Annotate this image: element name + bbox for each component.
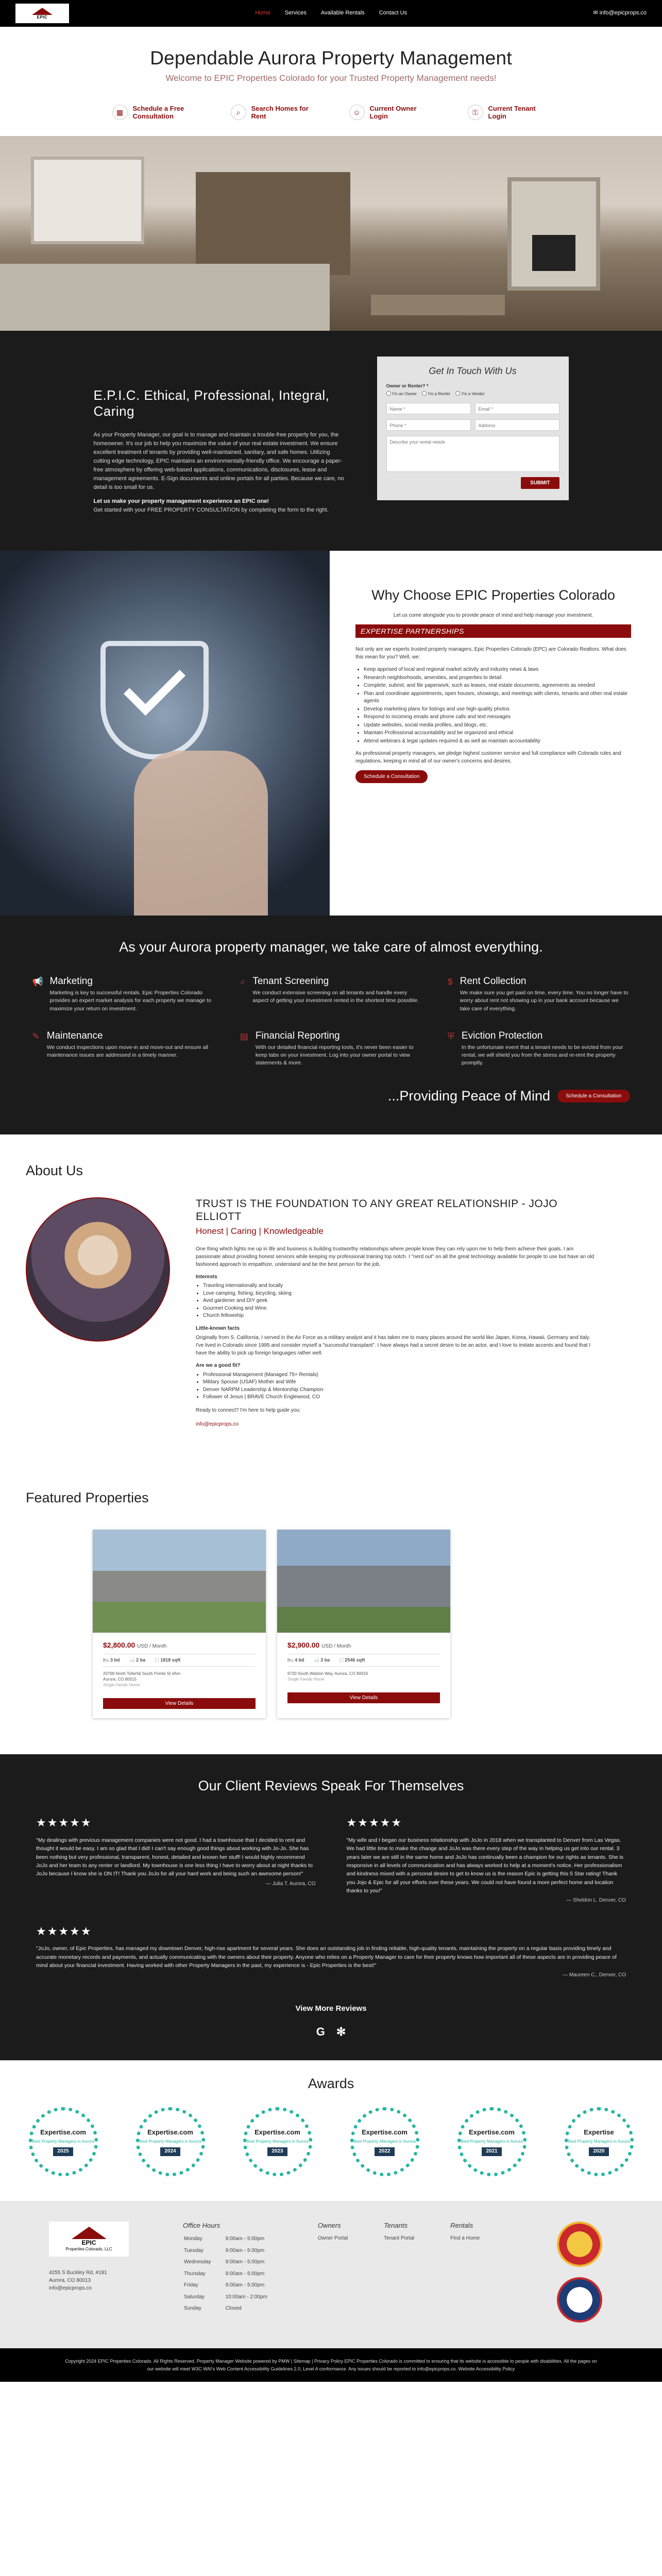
about-paragraph: One thing which lights me up in life and business is building trustworthy relationships where people know they can rely upon me to help them achieve their goals. I am passionate about providing honest services while keeping my professional training top notch. I "nerd out" on all the great technology available for people to use but have an old fashioned approach to empathize, understand and be the best person for the job. (196, 1246, 595, 1267)
about-section: About Us TRUST IS THE FOUNDATION TO ANY GREAT RELATIONSHIP - JOJO ELLIOTT Honest | Caring | Knowledgeable One thing which lights me up in life and business is building trustworthy relationships where people know they can rely upon me to help them achieve their goals. I am passionate about providing honest services while keeping my professional training top notch. I "nerd out" on all the great technology available for people to use but have an old fashioned approach to empathize, understand and be the best person for the job. Interests • Traveling internationally and locally • Love camping, fishing, bicycling, skiing • Avid gardener and DIY geek • Gourmet Cooking and Wine • Church fellowship Little-known facts Originally from S. California, I served in the Air Force as a military analyst and it has taken me to many places around the world like Japan, Korea, Hawaii, Germany and Italy. I've lived in Colorado since 1995 and consider myself a "successful transplant". I have always had a secret desire to be an actor, and I love to imitate accents and found that I have the ability to pick up foreign languages rather well. Are we a good fit? • Professional Management (Managed 75+ Rentals) • Military Spouse (USAF) Mother and Wife • Denver NARPM Leadership & Mentorship Champion • Follower of Jesus | BRAVE Church Englewood, CO Ready to connect? I'm here to help guide you: info@epicprops.co (0, 1134, 662, 1460)
nav-contact-us[interactable]: Contact Us (379, 10, 408, 16)
phone-field[interactable]: Phone * (386, 419, 471, 431)
view-more-reviews-link[interactable]: View More Reviews (295, 2004, 367, 2013)
list-item: • Attend webinars & legal updates required & as well as maintain accountability (364, 738, 631, 745)
review-item: ★★★★★ "JoJo, owner, of Epic Properties, has managed my downtown Denver, high-rise apartment for several years. She does an outstanding job in finding reliable, high-quality tenants, maintaining the property on a regular basis providing timely and accurate monetary records and payments, and actually communicating with the owners about their property. Anyone who relies on a Property Manager to care for their property knows how important all of these aspects are in providing peace of mind about your financial investment. Having worked with other Property Managers in the past, my experience is - Epic Properties is the best!" — Maureen C., Denver, CO (36, 1923, 626, 1979)
list-item: • Gourmet Cooking and Wine (203, 1305, 598, 1313)
why-choose-section (0, 551, 662, 916)
awards-title: Awards (308, 2076, 354, 2092)
why-pledge: As professional property managers, we pledge highest customer service and full compliance with Colorado rules and regulations, keeping in mind all of our owner's concerns and desires. (355, 751, 621, 764)
peace-of-mind-tagline: ...Providing Peace of Mind (387, 1088, 551, 1104)
money-icon: $ (448, 977, 453, 987)
quick-link-tenant-login[interactable]: ⚿ Current Tenant Login (468, 105, 550, 121)
hero-subtitle: Welcome to EPIC Properties Colorado for your Trusted Property Management needs! (165, 73, 497, 83)
schedule-consultation-button[interactable]: Schedule a Consultation (355, 770, 428, 783)
about-tags: Honest | Caring | Knowledgeable (196, 1226, 324, 1236)
epic-callout: Let us make your property management experience an EPIC one! (93, 498, 269, 505)
star-rating: ★★★★★ (346, 1816, 403, 1829)
site-header (0, 0, 662, 27)
find-a-home-link[interactable]: Find a Home (450, 2235, 480, 2242)
reviews-section (0, 1754, 662, 2060)
list-item: • Respond to incoming emails and phone calls and text messages (364, 714, 631, 721)
about-title: About Us (26, 1162, 83, 1178)
epic-title: E.P.I.C. Ethical, Professional, Integral, Caring (93, 387, 330, 419)
why-list (355, 666, 631, 745)
award-badge: Expertise.com Best Property Managers in Aurora 2025 (25, 2103, 102, 2180)
why-title: Why Choose EPIC Properties Colorado (371, 587, 615, 603)
list-item: • Plan and coordinate appointments, open houses, showings, and meetings with clients, tenants and other real estate agents (364, 690, 631, 705)
site-footer: EPIC Properties Colorado, LLC 4255 S Buckley Rd, #181 Aurora, CO 80013 info@epicprops.co Office Hours Monday 9:00am - 5:00pm Tuesday 9:00am - 5:00pm Wednesday 9:00am - 5:00pm Thursday 9:00am - 5:00pm Friday 9:00am - 5:00pm Saturday 10:00am - 2:00pm Sunday Closed Owners Owner Portal Tenants Tenant Portal Rentals Find a Home (0, 2201, 662, 2348)
list-item: • Love camping, fishing, bicycling, skiing (203, 1290, 598, 1298)
about-heading: TRUST IS THE FOUNDATION TO ANY GREAT RELATIONSHIP - JOJO ELLIOTT (196, 1197, 558, 1223)
tenant-portal-link[interactable]: Tenant Portal (384, 2235, 415, 2242)
mail-icon: ✉ (593, 10, 600, 16)
wrench-icon: ✎ (32, 1031, 40, 1041)
nav-available-rentals[interactable]: Available Rentals (320, 10, 365, 16)
list-item: • Research neighborhoods, amenities, and properties to detail (364, 674, 631, 682)
calendar-icon: ▦ (112, 105, 128, 120)
list-item: • Follower of Jesus | BRAVE Church Englewood, CO (203, 1394, 598, 1401)
office-hours-table: Monday 9:00am - 5:00pm Tuesday 9:00am - 5:00pm Wednesday 9:00am - 5:00pm Thursday 9:00am - 5:00pm Friday 9:00am - 5:00pm Saturday 10:00am - 2:00pm Sunday Closed (184, 2236, 267, 2312)
list-item: • Maintain Professional accountability and be organized and ethical (364, 730, 631, 737)
footer-logo[interactable]: EPIC Properties Colorado, LLC (49, 2222, 129, 2257)
property-card[interactable]: $2,800.00 USD / Month 🛏 3 bd 🛁 2 ba ⬚ 1818 sqft 20768 North Tollerfal South Pointe St #Am Aurora, CO 80015 Single Family Home View Details (93, 1530, 266, 1718)
award-badge: Expertise.com Best Property Managers in Aurora 2023 (239, 2103, 316, 2180)
copyright-bar: Copyright 2024 EPIC Properties Colorado. All Rights Reserved. Property Manager Website powered by PMW | Sitemap | Privacy Policy EPIC Properties Colorado is committed to ensuring that its website is accessible to people with disabilities. All the pages on our website will meet W3C WAI's Web Content Accessibility Guidelines 2.0, Level A conformance. Any issues should be reported to info@epicprops.co. Website Accessibility Policy (0, 2348, 662, 2382)
quick-link-search-homes[interactable]: ⌕ Search Homes for Rent (231, 105, 313, 121)
epic-intro-section (0, 331, 662, 551)
about-email-link[interactable]: info@epicprops.co (196, 1421, 239, 1427)
service-tenant-screening: ⌕ Tenant Screening We conduct extensive screening on all tenants and handle every aspect of getting your investment rented in the shortest time possible. (240, 976, 422, 1013)
list-item: • Develop marketing plans for listings and use high-quality photos (364, 706, 631, 714)
nav-home[interactable]: Home (255, 10, 270, 16)
roof-icon (32, 8, 53, 15)
why-lead: Let us come alongside you to provide peace of mind and help manage your investment. (393, 612, 593, 618)
list-item: • Keep apprised of local and regional market activity and industry news & laws (364, 666, 631, 674)
nav-services[interactable]: Services (284, 10, 307, 16)
hero (0, 27, 662, 136)
featured-properties-section (0, 1459, 662, 1754)
why-intro: Not only are we experts trusted property managers, Epic Properties Colorado (EPC) are Colorado Realtors. What does this mean for you? Well, we: (355, 647, 626, 660)
view-details-button[interactable]: View Details (287, 1692, 440, 1703)
owner-renter-label: Owner or Renter? * (386, 383, 429, 388)
colorado-seal-icon (557, 2222, 602, 2267)
megaphone-icon: 📢 (32, 977, 43, 987)
google-icon[interactable]: G (316, 2025, 325, 2038)
radio-renter[interactable]: I'm a Renter (422, 391, 450, 397)
search-icon: ⌕ (240, 977, 245, 987)
property-photo[interactable] (277, 1530, 450, 1633)
review-item: ★★★★★ "My wife and I began our business relationship with JoJo in 2018 when we transplanted to Denver from Las Vegas. We had little time to make the change and JoJo was there every step of the way in helping us get into our rental. 3 years later we are still in the same home and JoJo has continually been a champion for our rights as tenants. She is responsive in all levels of communication and has always worked to help at a moment's notice. Her professionalism and kindness mixed with a personal desire to get to know us is the reason Epic is getting this 5 Star rating! Thank you Jojo & Epic for all your efforts over these years. We could not have found a more perfect home and location thanks to you!" — Sheldon L. Denver, CO (347, 1815, 626, 1904)
star-rating: ★★★★★ (36, 1816, 92, 1829)
owner-portal-link[interactable]: Owner Portal (317, 2235, 348, 2242)
header-email[interactable]: ✉ info@epicprops.co (593, 10, 647, 16)
quick-link-owner-login[interactable]: ☺ Current Owner Login (349, 105, 432, 121)
name-field[interactable]: Name * (386, 403, 471, 414)
property-photo[interactable] (93, 1530, 266, 1633)
reviews-title: Our Client Reviews Speak For Themselves (198, 1778, 464, 1794)
list-item: • Complete, submit, and file paperwork, such as leases, real estate documents, agreements as needed (364, 682, 631, 690)
property-card[interactable]: $2,900.00 USD / Month 🛏 4 bd 🛁 3 ba ⬚ 2546 sqft 6730 South Waldon Way, Aurora, CO 80016 Single Family Home View Details (277, 1530, 450, 1718)
message-field[interactable]: Describe your rental needs (386, 436, 559, 472)
owner-photo (26, 1197, 170, 1342)
key-icon: ⚿ (468, 105, 483, 120)
form-title: Get In Touch With Us (429, 365, 517, 376)
list-item: • Denver NARPM Leadership & Mentorship Champion (203, 1386, 598, 1394)
featured-title: Featured Properties (26, 1490, 149, 1506)
yelp-icon[interactable]: ✻ (336, 2025, 346, 2038)
star-rating: ★★★★★ (36, 1924, 92, 1938)
list-item: • Military Spouse (USAF) Mother and Wife (203, 1379, 598, 1386)
radio-owner[interactable]: I'm an Owner (386, 391, 417, 397)
list-item: • Traveling internationally and locally (203, 1282, 598, 1290)
award-badge: Expertise.com Best Property Managers in Aurora 2021 (453, 2103, 531, 2180)
service-marketing: 📢 Marketing Marketing is key to successful rentals. Epic Properties Colorado provides an expert market analysis for each property we manage to maximize your return on investment. (32, 976, 214, 1013)
contact-form (377, 357, 569, 501)
services-title: As your Aurora property manager, we take care of almost everything. (119, 939, 543, 955)
list-item: • Church fellowship (203, 1312, 598, 1320)
email-field[interactable]: Email * (475, 403, 559, 414)
shield-icon: ⛨ (448, 1031, 454, 1041)
area-icon: ⬚ 1818 sqft (155, 1657, 181, 1663)
epic-paragraph: As your Property Manager, our goal is to manage and maintain a trouble-free property for you, the homeowner. It's our job to help you maximize the value of your real estate investment. We ensure excellent treatment of tenants by providing well-maintained, sanitary, and safe homes. Utilizing cutting edge technology, EPIC maintains an environmentally-friendly office. We encourage a paper-free atmosphere by offering web-based applications, communications, disclosures, lease and management agreements. E-Sign documents and online portals for all parties. Because we care, no detail is too small for us. (93, 431, 344, 491)
award-badge: Expertise Best Property Managers in Aurora 2020 (561, 2103, 638, 2180)
bath-icon: 🛁 3 ba (313, 1657, 330, 1663)
quick-links (0, 105, 662, 121)
service-maintenance: ✎ Maintenance We conduct inspections upon move-in and move-out and ensure all maintenance issues are addressed in a timely manner. (32, 1030, 214, 1067)
service-eviction-protection: ⛨ Eviction Protection In the unfortunate event that a tenant needs to be evicted from your rental, we will shield you from the stress and re-rent the property promptly. (448, 1030, 630, 1067)
review-item: ★★★★★ "My dealings with previous management companies were not good. I had a townhouse that I decided to rent and thought it would be easy. I am so glad that I did! I can't say enough good things about working with Jo-Jo. She has been nothing but very professional, transparent, honest, detailed and known her stuff! I would highly recommend JoJo and her team to any renter or landlord. My townhouse is one less thing I have to worry about at night thanks to JoJo because I know she is ON IT! Thank you JoJo for all your hard work and being such an awesome person!" — Julia T. Aurora, CO (36, 1815, 316, 1904)
bed-icon: 🛏 3 bd (103, 1657, 120, 1663)
submit-button[interactable]: SUBMIT (521, 477, 559, 489)
shield-hand-image (0, 551, 330, 916)
user-icon: ☺ (349, 105, 365, 120)
narpm-seal-icon (557, 2277, 602, 2323)
awards-section (0, 2060, 662, 2201)
bed-icon: 🛏 4 bd (287, 1657, 304, 1663)
page-title: Dependable Aurora Property Management (150, 47, 512, 69)
chart-icon: ▤ (240, 1031, 248, 1041)
list-item: • Update websites, social media profiles, and blogs, etc. (364, 722, 631, 730)
list-item: • Professional Management (Managed 75+ Rentals) (203, 1371, 598, 1379)
main-nav (255, 9, 407, 18)
footer-email-link[interactable]: info@epicprops.co (49, 2285, 92, 2292)
radio-vendor[interactable]: I'm a Vendor (455, 391, 485, 397)
search-icon: ⌕ (231, 105, 246, 120)
award-badge: Expertise.com Best Property Managers in Aurora 2024 (132, 2103, 209, 2180)
service-financial-reporting: ▤ Financial Reporting With our detailed financial reporting tools, it's never been easier to keep tabs on your investment. Log into your owner portal to view statements & more. (240, 1030, 422, 1067)
list-item: • Avid gardener and DIY geek (203, 1297, 598, 1305)
address-field[interactable]: Address (475, 419, 559, 431)
site-logo[interactable]: EPIC (15, 4, 69, 23)
roof-icon (72, 2227, 107, 2239)
services-section (0, 916, 662, 1134)
living-room-banner (0, 136, 662, 331)
bath-icon: 🛁 2 ba (129, 1657, 146, 1663)
schedule-consultation-button-2[interactable]: Schedule a Consultation (557, 1090, 630, 1103)
expertise-badge: EXPERTISE PARTNERSHIPS (355, 624, 631, 638)
service-rent-collection: $ Rent Collection We make sure you get paid on time, every time. You no longer have to worry about rent not showing up in your bank account because we take care of everything. (448, 976, 630, 1013)
view-details-button[interactable]: View Details (103, 1698, 256, 1709)
award-badge: Expertise.com Best Property Managers in Aurora 2022 (346, 2103, 423, 2180)
area-icon: ⬚ 2546 sqft (339, 1657, 365, 1663)
quick-link-consultation[interactable]: ▦ Schedule a Free Consultation (112, 105, 195, 121)
epic-cta-text: Get started with your FREE PROPERTY CONSULTATION by completing the form to the right. (93, 507, 329, 514)
